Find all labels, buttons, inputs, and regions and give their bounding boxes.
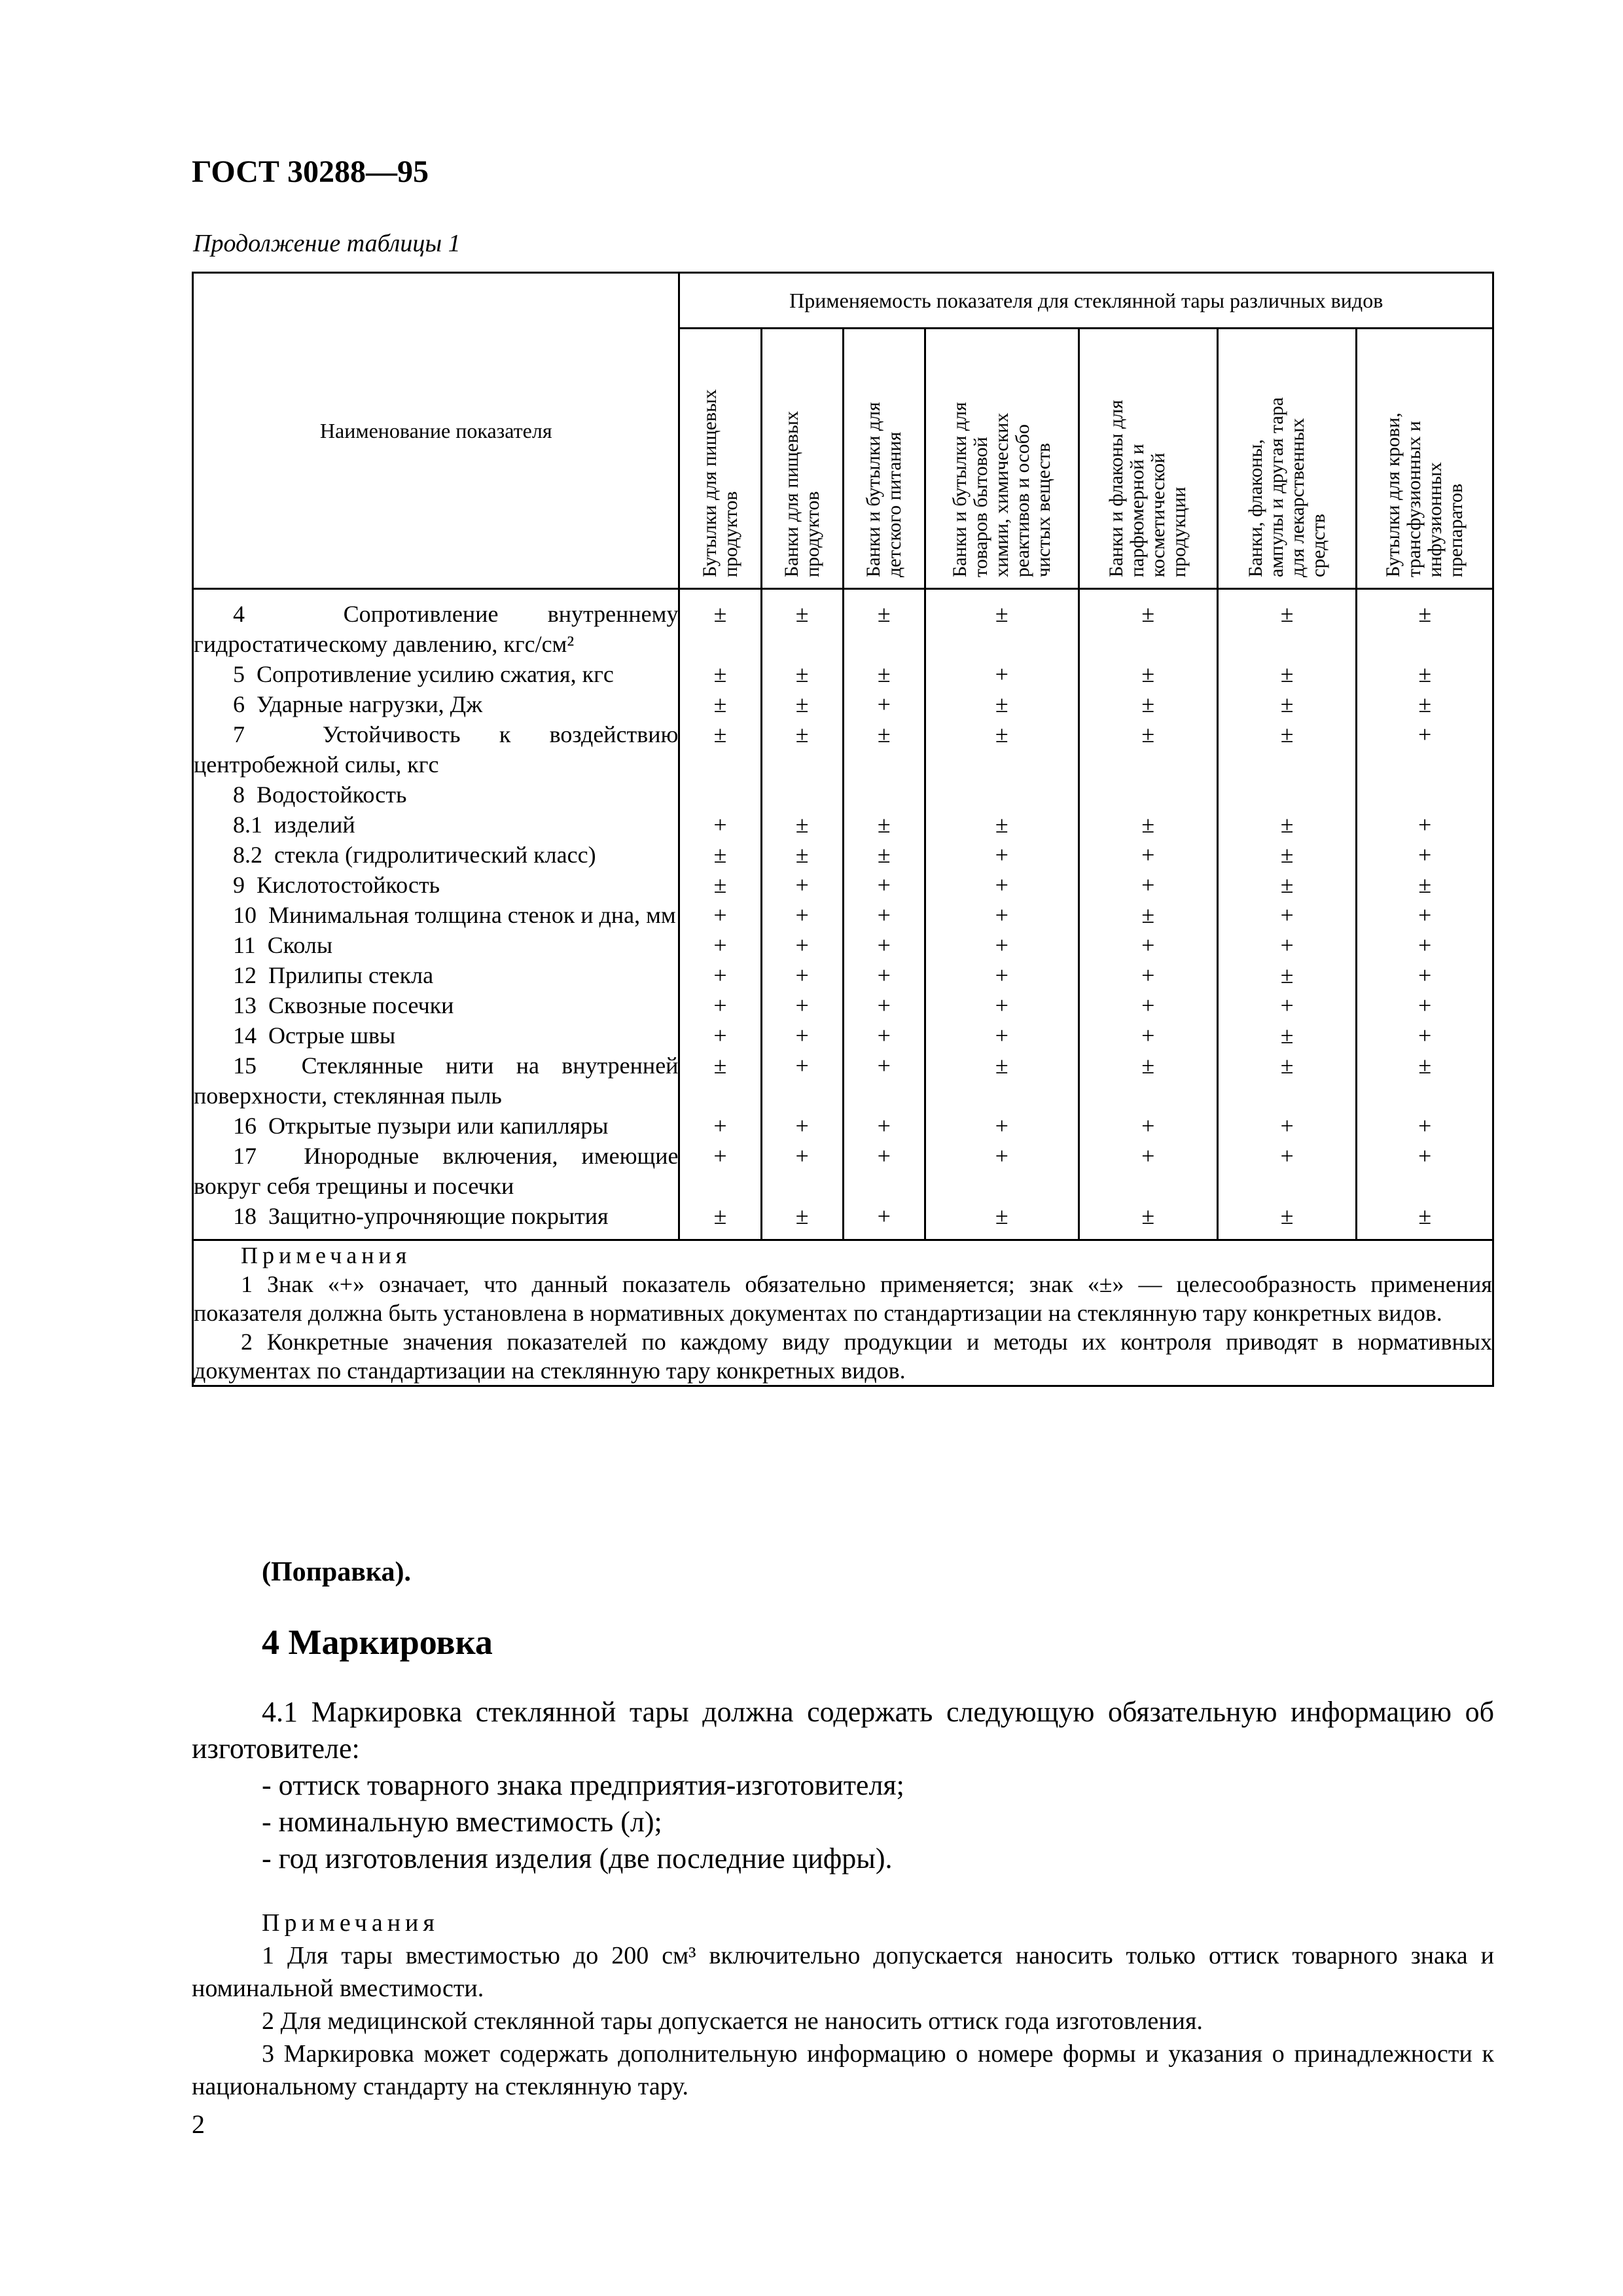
applicability-cell: ±	[761, 810, 843, 840]
table-row	[193, 1201, 1493, 1240]
applicability-cell	[843, 780, 925, 810]
applicability-cell: ±	[1217, 689, 1356, 719]
indicator-number: 8.1	[233, 812, 262, 838]
indicator-name	[193, 719, 679, 780]
table-row	[193, 1111, 1493, 1141]
marking-note: 1 Для тары вместимостью до 200 см³ включительно допускается наносить только оттиск товарного знака и номинальной вместимости.	[192, 1942, 1494, 2002]
name-column-header: Наименование показателя	[193, 273, 679, 589]
applicability-cell: ±	[1217, 840, 1356, 870]
applicability-cell: +	[1217, 900, 1356, 930]
table-row	[193, 930, 1493, 960]
table-row	[193, 960, 1493, 990]
applicability-cell: +	[679, 1111, 761, 1141]
applicability-cell: +	[843, 870, 925, 900]
applicability-cell: +	[925, 960, 1079, 990]
applicability-cell: ±	[1217, 870, 1356, 900]
indicator-label: стекла (гидролитический класс)	[274, 842, 596, 868]
applicability-cell: ±	[925, 1050, 1079, 1111]
applicability-cell: +	[761, 870, 843, 900]
indicator-label: Защитно-упрочняющие покрытия	[268, 1203, 609, 1229]
applicability-cell: +	[925, 1141, 1079, 1201]
indicator-number: 6	[233, 691, 245, 717]
indicator-number: 11	[233, 932, 256, 958]
applicability-cell: +	[679, 930, 761, 960]
applicability-cell: ±	[1217, 810, 1356, 840]
indicator-name	[193, 1020, 679, 1050]
applicability-table	[192, 272, 1494, 1387]
applicability-cell: +	[843, 1201, 925, 1240]
applicability-cell: +	[1079, 960, 1217, 990]
applicability-cell: +	[761, 1111, 843, 1141]
table-notes	[193, 1240, 1493, 1386]
indicator-name	[193, 1141, 679, 1201]
table-row	[193, 659, 1493, 689]
indicator-number: 8.2	[233, 842, 262, 868]
applicability-cell: ±	[1079, 659, 1217, 689]
table-row	[193, 810, 1493, 840]
table-row	[193, 719, 1493, 780]
applicability-cell: ±	[1357, 1201, 1493, 1240]
applicability-cell: +	[761, 930, 843, 960]
indicator-label: Минимальная толщина стенок и дна, мм	[268, 902, 676, 928]
applicability-cell: +	[1357, 990, 1493, 1020]
column-header: Банки и бутылки для товаров бытовой химии, химических реактивов и особо чистых веществ	[925, 329, 1079, 589]
applicability-cell: ±	[1217, 1050, 1356, 1111]
applicability-cell: ±	[761, 659, 843, 689]
indicator-name	[193, 1050, 679, 1111]
column-header: Банки и бутылки для детского питания	[843, 329, 925, 589]
applicability-cell: +	[1217, 990, 1356, 1020]
paragraph-4-1: 4.1 Маркировка стеклянной тары должна содержать следующую обязательную информацию об изготовителе:	[192, 1696, 1494, 1765]
applicability-cell: ±	[843, 589, 925, 660]
page-number: 2	[192, 2109, 205, 2139]
applicability-cell: +	[843, 900, 925, 930]
applicability-cell: ±	[1079, 1201, 1217, 1240]
applicability-cell: ±	[679, 870, 761, 900]
applicability-cell: +	[1357, 840, 1493, 870]
applicability-cell: ±	[679, 1201, 761, 1240]
indicator-number: 4	[233, 601, 245, 627]
table-row	[193, 689, 1493, 719]
applicability-cell: +	[761, 900, 843, 930]
table-row	[193, 900, 1493, 930]
applicability-cell: +	[925, 1111, 1079, 1141]
amendment-note: (Поправка).	[262, 1557, 411, 1587]
applicability-cell: ±	[679, 719, 761, 780]
applicability-cell: ±	[1217, 1201, 1356, 1240]
bullet-item: - номинальную вместимость (л);	[262, 1806, 662, 1838]
applicability-cell: +	[761, 1050, 843, 1111]
indicator-name	[193, 900, 679, 930]
indicator-number: 7	[233, 721, 245, 747]
indicator-label: Прилипы стекла	[268, 962, 434, 988]
applicability-cell: ±	[761, 1201, 843, 1240]
applicability-cell: +	[761, 960, 843, 990]
applicability-cell: ±	[925, 810, 1079, 840]
column-header: Бутылки для крови, трансфузионных и инфузионных препаратов	[1357, 329, 1493, 589]
applicability-cell: +	[925, 930, 1079, 960]
table-note: 1 Знак «+» означает, что данный показатель обязательно применяется; знак «±» — целесообразность применения показателя должна быть установлена в нормативных документах по стандартизации на стеклянную тару конкретных видов.	[194, 1271, 1492, 1326]
column-header: Бутылки для пищевых продуктов	[679, 329, 761, 589]
indicator-number: 5	[233, 661, 245, 687]
indicator-name	[193, 960, 679, 990]
indicator-label: Сколы	[267, 932, 333, 958]
applicability-cell: ±	[1217, 589, 1356, 660]
applicability-cell: +	[925, 1020, 1079, 1050]
indicator-number: 13	[233, 992, 257, 1018]
indicator-name	[193, 870, 679, 900]
indicator-name	[193, 840, 679, 870]
table-row	[193, 1141, 1493, 1201]
indicator-name	[193, 810, 679, 840]
applicability-cell: ±	[761, 840, 843, 870]
applicability-cell: ±	[1357, 659, 1493, 689]
applicability-cell: ±	[761, 689, 843, 719]
indicator-label: Сопротивление внутреннему гидростатическому давлению, кгс/см²	[194, 601, 679, 657]
applicability-cell: +	[1357, 810, 1493, 840]
section-title: 4 Маркировка	[262, 1623, 493, 1662]
indicator-label: изделий	[274, 812, 355, 838]
document-header: ГОСТ 30288—95	[192, 154, 429, 189]
table-row	[193, 870, 1493, 900]
applicability-cell: +	[1079, 990, 1217, 1020]
applicability-cell: +	[679, 990, 761, 1020]
indicator-label: Водостойкость	[257, 781, 407, 808]
applicability-cell: +	[843, 930, 925, 960]
indicator-label: Стеклянные нити на внутренней поверхности, стеклянная пыль	[194, 1052, 679, 1109]
applicability-cell: +	[1217, 930, 1356, 960]
indicator-label: Открытые пузыри или капилляры	[268, 1113, 609, 1139]
indicator-number: 14	[233, 1022, 257, 1049]
applicability-cell: ±	[1217, 1020, 1356, 1050]
applicability-cell: ±	[843, 840, 925, 870]
applicability-cell: ±	[1217, 659, 1356, 689]
indicator-label: Сопротивление усилию сжатия, кгс	[257, 661, 614, 687]
applicability-cell: +	[843, 990, 925, 1020]
bullet-item: - оттиск товарного знака предприятия-изготовителя;	[262, 1769, 904, 1801]
applicability-cell: +	[843, 689, 925, 719]
indicator-label: Сквозные посечки	[268, 992, 454, 1018]
applicability-cell: ±	[1357, 870, 1493, 900]
applicability-cell: ±	[1079, 810, 1217, 840]
table-row	[193, 840, 1493, 870]
applicability-cell: ±	[1079, 719, 1217, 780]
applicability-cell: +	[1079, 840, 1217, 870]
column-header: Банки для пищевых продуктов	[761, 329, 843, 589]
applicability-cell: +	[1079, 870, 1217, 900]
applicability-cell: ±	[1217, 960, 1356, 990]
applicability-cell: +	[679, 810, 761, 840]
applicability-cell: ±	[1357, 1050, 1493, 1111]
indicator-name	[193, 990, 679, 1020]
applicability-cell: +	[925, 840, 1079, 870]
applicability-cell: +	[925, 659, 1079, 689]
applicability-cell: +	[925, 870, 1079, 900]
indicator-name	[193, 780, 679, 810]
applicability-cell: +	[1079, 1141, 1217, 1201]
indicator-number: 8	[233, 781, 245, 808]
applicability-cell: ±	[761, 719, 843, 780]
indicator-number: 15	[233, 1052, 257, 1079]
applicability-cell: +	[925, 900, 1079, 930]
indicator-name	[193, 930, 679, 960]
marking-note: 2 Для медицинской стеклянной тары допускается не наносить оттиск года изготовления.	[262, 2007, 1203, 2035]
applicability-cell: ±	[679, 840, 761, 870]
applicability-cell: +	[1079, 930, 1217, 960]
table-row	[193, 1020, 1493, 1050]
applicability-cell: ±	[925, 719, 1079, 780]
applicability-cell: +	[1357, 900, 1493, 930]
applicability-cell: +	[679, 900, 761, 930]
applicability-cell: ±	[1079, 900, 1217, 930]
applicability-cell: +	[1357, 1141, 1493, 1201]
applicability-cell: ±	[1079, 689, 1217, 719]
indicator-name	[193, 589, 679, 660]
table-notes-title: Примечания	[241, 1242, 412, 1268]
applicability-cell: +	[843, 1050, 925, 1111]
indicator-number: 17	[233, 1143, 257, 1169]
applicability-cell: +	[1079, 1020, 1217, 1050]
applicability-cell: +	[925, 990, 1079, 1020]
applicability-cell: ±	[679, 689, 761, 719]
indicator-name	[193, 1111, 679, 1141]
applicability-cell: ±	[925, 589, 1079, 660]
indicator-label: Устойчивость к воздействию центробежной силы, кгс	[194, 721, 679, 778]
applicability-cell: +	[1357, 1020, 1493, 1050]
group-column-header: Применяемость показателя для стеклянной тары различных видов	[679, 273, 1493, 329]
applicability-cell: +	[1217, 1111, 1356, 1141]
applicability-cell	[1217, 780, 1356, 810]
applicability-cell: ±	[925, 689, 1079, 719]
applicability-cell: +	[843, 1020, 925, 1050]
applicability-cell: ±	[1357, 589, 1493, 660]
indicator-name	[193, 659, 679, 689]
applicability-cell: +	[1357, 1111, 1493, 1141]
applicability-cell: +	[761, 1020, 843, 1050]
applicability-cell: +	[679, 960, 761, 990]
table-row	[193, 780, 1493, 810]
applicability-cell: ±	[679, 659, 761, 689]
applicability-cell	[679, 780, 761, 810]
indicator-number: 10	[233, 902, 257, 928]
indicator-name	[193, 1201, 679, 1240]
indicator-number: 18	[233, 1203, 257, 1229]
applicability-cell: +	[761, 1141, 843, 1201]
marking-note: 3 Маркировка может содержать дополнительную информацию о номере формы и указания о принадлежности к национальному стандарту на стеклянную тару.	[192, 2040, 1494, 2100]
applicability-cell: ±	[1079, 1050, 1217, 1111]
indicator-number: 9	[233, 872, 245, 898]
table-caption: Продолжение таблицы 1	[193, 230, 461, 257]
applicability-cell: +	[1079, 1111, 1217, 1141]
applicability-cell	[1079, 780, 1217, 810]
marking-notes-title: Примечания	[262, 1909, 439, 1937]
column-header: Банки и флаконы для парфюмерной и косметической продукции	[1079, 329, 1217, 589]
applicability-cell: +	[843, 960, 925, 990]
applicability-cell: ±	[1079, 589, 1217, 660]
column-header: Банки, флаконы, ампулы и другая тара для лекарственных средств	[1217, 329, 1356, 589]
applicability-cell	[1357, 780, 1493, 810]
applicability-cell: ±	[679, 1050, 761, 1111]
indicator-label: Острые швы	[268, 1022, 396, 1049]
applicability-cell	[761, 780, 843, 810]
applicability-cell: +	[679, 1020, 761, 1050]
applicability-cell: ±	[843, 659, 925, 689]
applicability-cell: +	[1357, 930, 1493, 960]
bullet-item: - год изготовления изделия (две последние цифры).	[262, 1842, 893, 1874]
applicability-cell: +	[1357, 960, 1493, 990]
table-note: 2 Конкретные значения показателей по каждому виду продукции и методы их контроля приводят в нормативных документах по стандартизации на стеклянную тару конкретных видов.	[194, 1329, 1492, 1384]
indicator-number: 16	[233, 1113, 257, 1139]
indicator-label: Инородные включения, имеющие вокруг себя трещины и посечки	[194, 1143, 679, 1199]
table-row	[193, 990, 1493, 1020]
indicator-label: Ударные нагрузки, Дж	[257, 691, 483, 717]
applicability-cell: ±	[761, 589, 843, 660]
marking-notes	[192, 1907, 1494, 2103]
applicability-cell: +	[761, 990, 843, 1020]
applicability-cell: +	[843, 1141, 925, 1201]
indicator-name	[193, 689, 679, 719]
applicability-cell: +	[679, 1141, 761, 1201]
applicability-cell: ±	[843, 810, 925, 840]
applicability-cell: ±	[1357, 689, 1493, 719]
applicability-cell: ±	[679, 589, 761, 660]
applicability-cell: ±	[925, 1201, 1079, 1240]
table-row	[193, 589, 1493, 660]
indicator-label: Кислотостойкость	[257, 872, 440, 898]
applicability-cell: +	[1217, 1141, 1356, 1201]
indicator-number: 12	[233, 962, 257, 988]
applicability-cell: +	[1357, 719, 1493, 780]
applicability-cell: ±	[1217, 719, 1356, 780]
applicability-cell: +	[843, 1111, 925, 1141]
applicability-cell: ±	[843, 719, 925, 780]
table-row	[193, 1050, 1493, 1111]
applicability-cell	[925, 780, 1079, 810]
